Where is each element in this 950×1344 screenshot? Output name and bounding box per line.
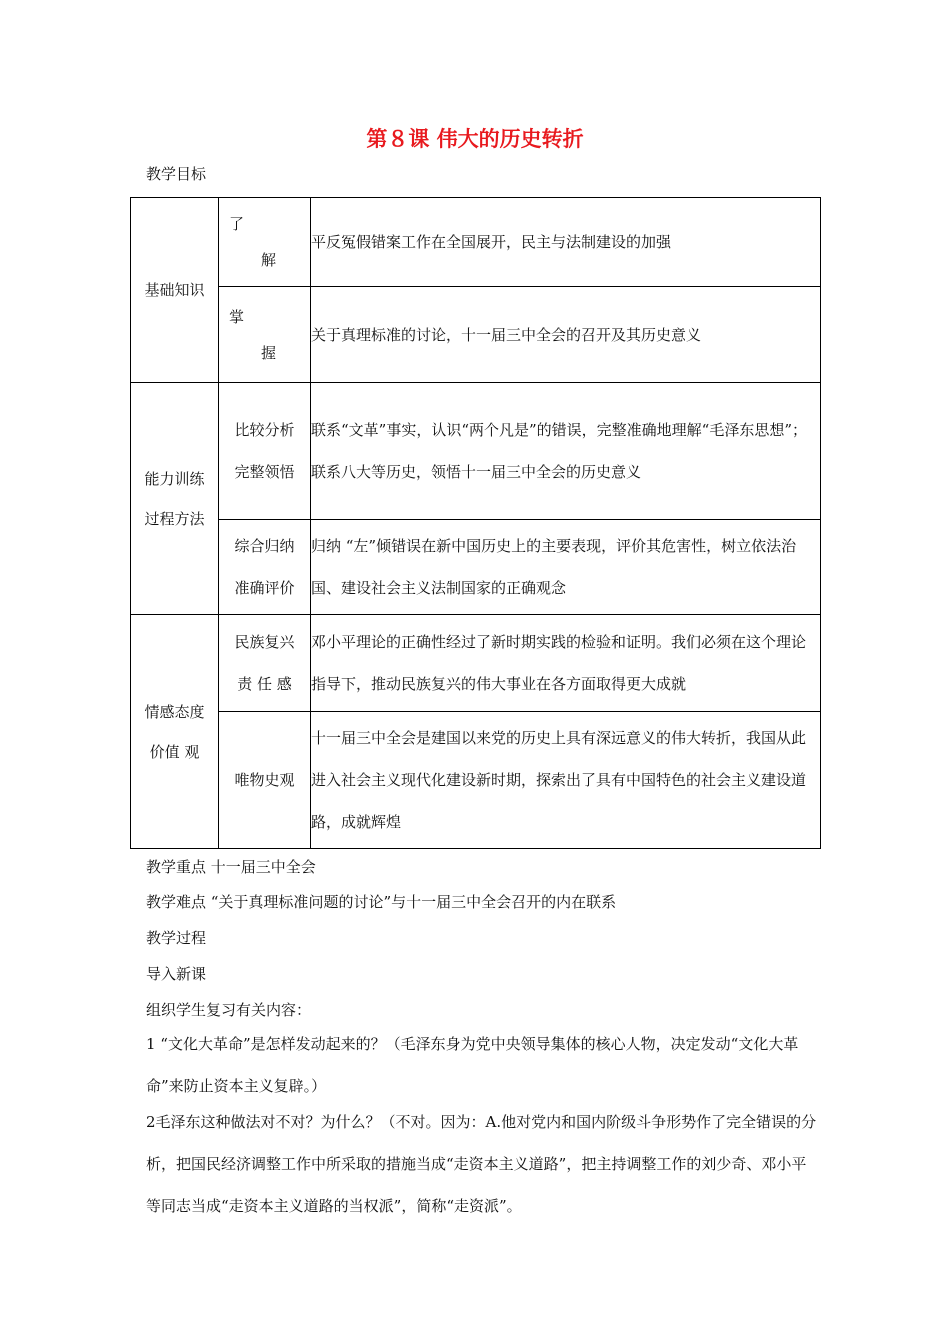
sub-cell — [219, 198, 311, 287]
sub-cell — [219, 520, 311, 615]
review-line: 组织学生复习有关内容： — [146, 1001, 312, 1019]
category-label: 过程方法 — [144, 509, 205, 528]
sub-label: 民族复兴 — [234, 633, 295, 651]
table-row — [131, 712, 821, 849]
content-cell: 关于真理标准的讨论，十一届三中全会的召开及其历史意义 — [311, 287, 821, 383]
sub-label: 唯物史观 — [234, 771, 295, 789]
sub-label: 解 — [261, 251, 277, 269]
content-cell: 归纳 “左”倾错误在新中国历史上的主要表现，评价其危害性，树立依法治国、建设社会主义法制国家的正确观念 — [311, 520, 821, 615]
table-row — [131, 520, 821, 615]
category-label: 情感态度 — [144, 702, 205, 721]
sub-label: 掌 — [229, 307, 245, 326]
sub-label: 综合归纳 — [234, 537, 295, 555]
key-point: 教学重点 十一届三中全会 — [146, 858, 316, 876]
category-label: 能力训练 — [144, 469, 205, 488]
difficulty: 教学难点 “关于真理标准问题的讨论”与十一届三中全会召开的内在联系 — [146, 893, 617, 911]
process-heading: 教学过程 — [146, 929, 207, 947]
content-cell: 平反冤假错案工作在全国展开，民主与法制建设的加强 — [311, 198, 821, 287]
sub-label: 完整领悟 — [234, 463, 295, 481]
intro-heading: 导入新课 — [146, 965, 207, 983]
table-row — [131, 198, 821, 287]
objectives-table — [130, 197, 821, 849]
sub-label: 准确评价 — [234, 579, 295, 597]
category-cell — [131, 198, 219, 383]
category-cell — [131, 383, 219, 615]
category-cell — [131, 615, 219, 849]
content-cell: 联系“文革”事实，认识“两个凡是”的错误，完整准确地理解“毛泽东思想”；联系八大等历史，领悟十一届三中全会的历史意义 — [311, 383, 821, 520]
sub-label: 了 — [229, 215, 245, 233]
sub-label: 比较分析 — [234, 421, 295, 439]
question-2: 2毛泽东这种做法对不对？为什么？（不对。因为：A.他对党内和国内阶级斗争形势作了完全错误的分析，把国民经济调整工作中所采取的措施当成“走资本主义道路”，把主持调整工作的刘少奇、邓小平等同志当成“走资本主义道路的当权派”，简称“走资派”。 — [146, 1113, 817, 1215]
sub-cell — [219, 712, 311, 849]
sub-label: 握 — [261, 343, 277, 362]
category-label: 价值 观 — [149, 742, 200, 761]
table-row — [131, 287, 821, 383]
page-title: 第８课 伟大的历史转折 — [366, 127, 584, 151]
content-cell: 邓小平理论的正确性经过了新时期实践的检验和证明。我们必须在这个理论指导下，推动民族复兴的伟大事业在各方面取得更大成就 — [311, 615, 821, 712]
category-label: 基础知识 — [144, 281, 205, 299]
sub-cell — [219, 383, 311, 520]
table-row — [131, 383, 821, 520]
sub-cell — [219, 287, 311, 383]
table-row — [131, 615, 821, 712]
sub-label: 责 任 感 — [237, 675, 292, 693]
question-1: 1 “文化大革命”是怎样发动起来的？（毛泽东身为党中央领导集体的核心人物，决定发动“文化大革命”来防止资本主义复辟。） — [146, 1035, 799, 1095]
sub-cell — [219, 615, 311, 712]
content-cell: 十一届三中全会是建国以来党的历史上具有深远意义的伟大转折，我国从此进入社会主义现代化建设新时期，探索出了具有中国特色的社会主义建设道路，成就辉煌 — [311, 712, 821, 849]
objectives-label: 教学目标 — [146, 165, 207, 183]
